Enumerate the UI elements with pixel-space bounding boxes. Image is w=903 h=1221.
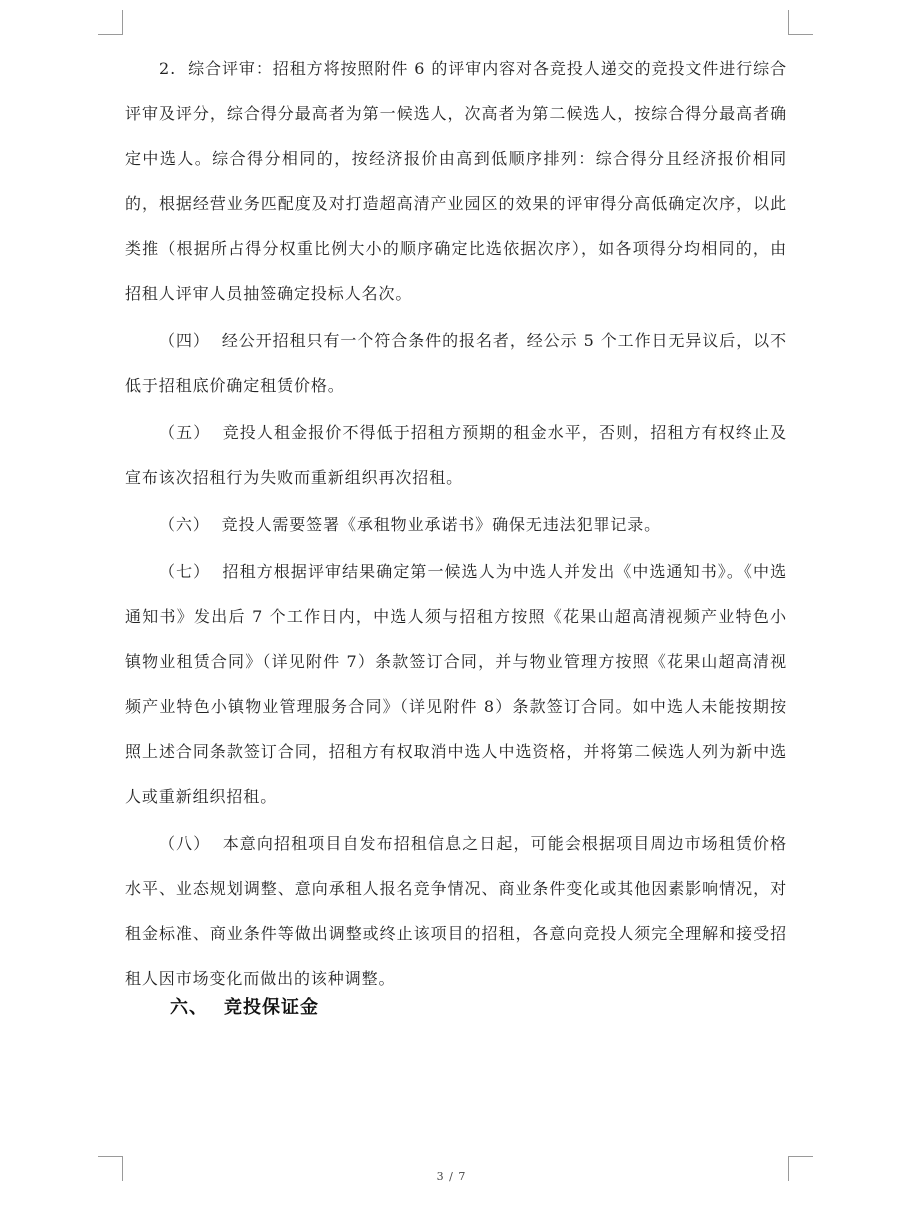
paragraph-item-4: （四） 经公开招租只有一个符合条件的报名者，经公示 5 个工作日无异议后，以不低于招租底价确定租赁价格。 (125, 331, 787, 395)
paragraph-item-5: （五） 竞投人租金报价不得低于招租方预期的租金水平，否则，招租方有权终止及宣布该次招租行为失败而重新组织再次招租。 (125, 423, 787, 487)
paragraph-item-8: （八） 本意向招租项目自发布招租信息之日起，可能会根据项目周边市场租赁价格水平、业态规划调整、意向承租人报名竞争情况、商业条件变化或其他因素影响情况，对租金标准、商业条件等做出调整或终止该项目的招租，各意向竞投人须完全理解和接受招租人因市场变化而做出的该种调整。 (125, 834, 787, 988)
page-number: 3 / 7 (436, 1170, 467, 1183)
body-text (125, 46, 787, 1003)
paragraph-item-6: （六） 竞投人需要签署《承租物业承诺书》确保无违法犯罪记录。 (159, 515, 662, 534)
paragraph-item-7: （七） 招租方根据评审结果确定第一候选人为中选人并发出《中选通知书》。《中选通知书》发出后 7 个工作日内，中选人须与招租方按照《花果山超高清视频产业特色小镇物业租赁合同》（详见附件 7）条款签订合同，并与物业管理方按照《花果山超高清视频产业特色小镇物业管理服务合同》（详见附件 8）条款签订合同。如中选人未能按期按照上述合同条款签订合同，招租方有权取消中选人中选资格，并将第二候选人列为新中选人或重新组织招租。 (125, 562, 787, 806)
section-heading (170, 985, 319, 1030)
section-heading-title: 竞投保证金 (224, 997, 319, 1018)
crop-mark-top-right (788, 10, 813, 35)
section-heading-number: 六、 (170, 997, 208, 1018)
crop-mark-top-left (98, 10, 123, 35)
paragraph-comprehensive-review: 2. 综合评审：招租方将按照附件 6 的评审内容对各竞投人递交的竞投文件进行综合评审及评分，综合得分最高者为第一候选人，次高者为第二候选人，按综合得分最高者确定中选人。综合得分相同的，按经济报价由高到低顺序排列：综合得分且经济报价相同的，根据经营业务匹配度及对打造超高清产业园区的效果的评审得分高低确定次序，以此类推（根据所占得分权重比例大小的顺序确定比选依据次序），如各项得分均相同的，由招租人评审人员抽签确定投标人名次。 (125, 59, 787, 303)
